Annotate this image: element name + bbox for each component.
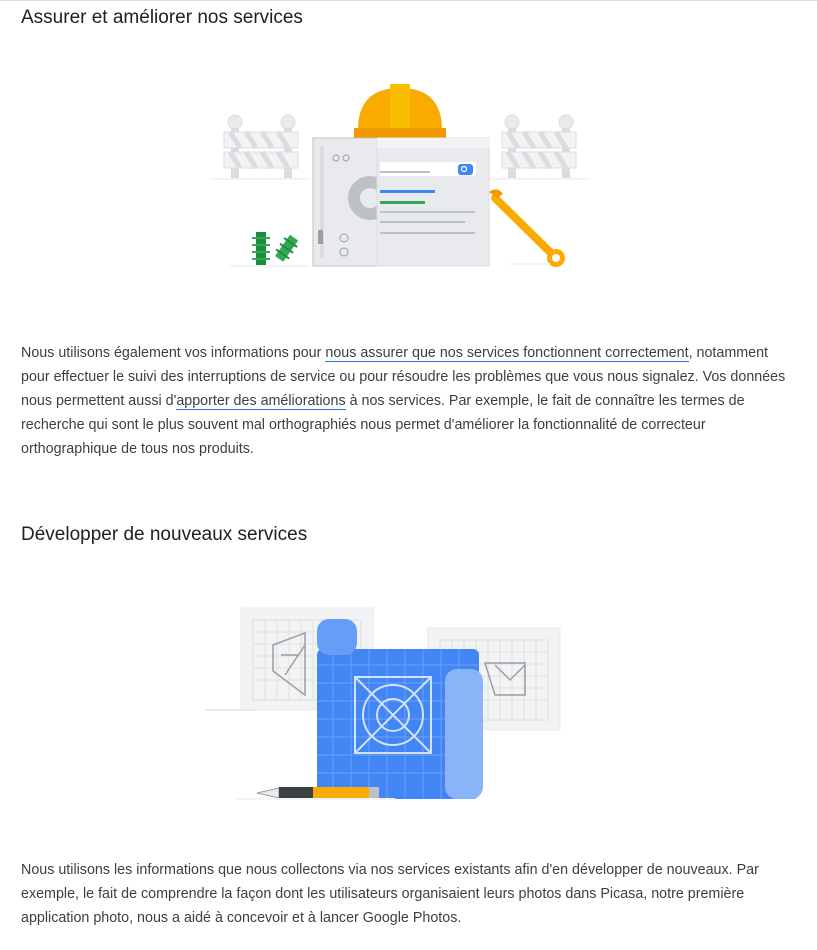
section-title: Assurer et améliorer nos services [21, 7, 303, 28]
hard-hat-icon [354, 84, 446, 138]
section-paragraph: Nous utilisons les informations que nous collectons via nos services existants afin d'en développer de nouveaux. Par exemple, le fait de comprendre la façon dont les utilisateurs organisaient leurs photos dans Picasa, notre première application photo, nous a aidé à concevoir et à lancer Google Photos. [21, 862, 759, 926]
top-divider [0, 0, 817, 1]
wrench-icon [489, 189, 565, 267]
paragraph-text: à nos services. Par exemple, le fait de connaître les termes de recherche qui sont le plus souvent mal orthographiés nous permet d'améliorer la fonctionnalité de correcteur orthographique de tous nos produits. [21, 393, 745, 457]
blueprint-icon [195, 605, 575, 800]
make-improvements-link[interactable]: apporter des améliorations [176, 393, 346, 409]
paragraph-text: Nous utilisons également vos informations pour [21, 345, 326, 361]
search-window-icon [377, 138, 489, 266]
section-title: Développer de nouveaux services [21, 524, 308, 545]
construction-search-icon [200, 80, 600, 275]
bolts-icon [230, 232, 310, 267]
section-paragraph [21, 341, 791, 461]
services-working-link[interactable]: nous assurer que nos services fonctionnent correctement [325, 345, 689, 361]
paragraph-text: , notamment pour effectuer le suivi des interruptions de service ou pour résoudre les problèmes que vous nous signalez. Vos données nous permettent aussi d' [21, 345, 786, 409]
barrier-left-icon [210, 115, 310, 180]
pencil-icon [235, 787, 395, 800]
barrier-right-icon [490, 115, 590, 180]
